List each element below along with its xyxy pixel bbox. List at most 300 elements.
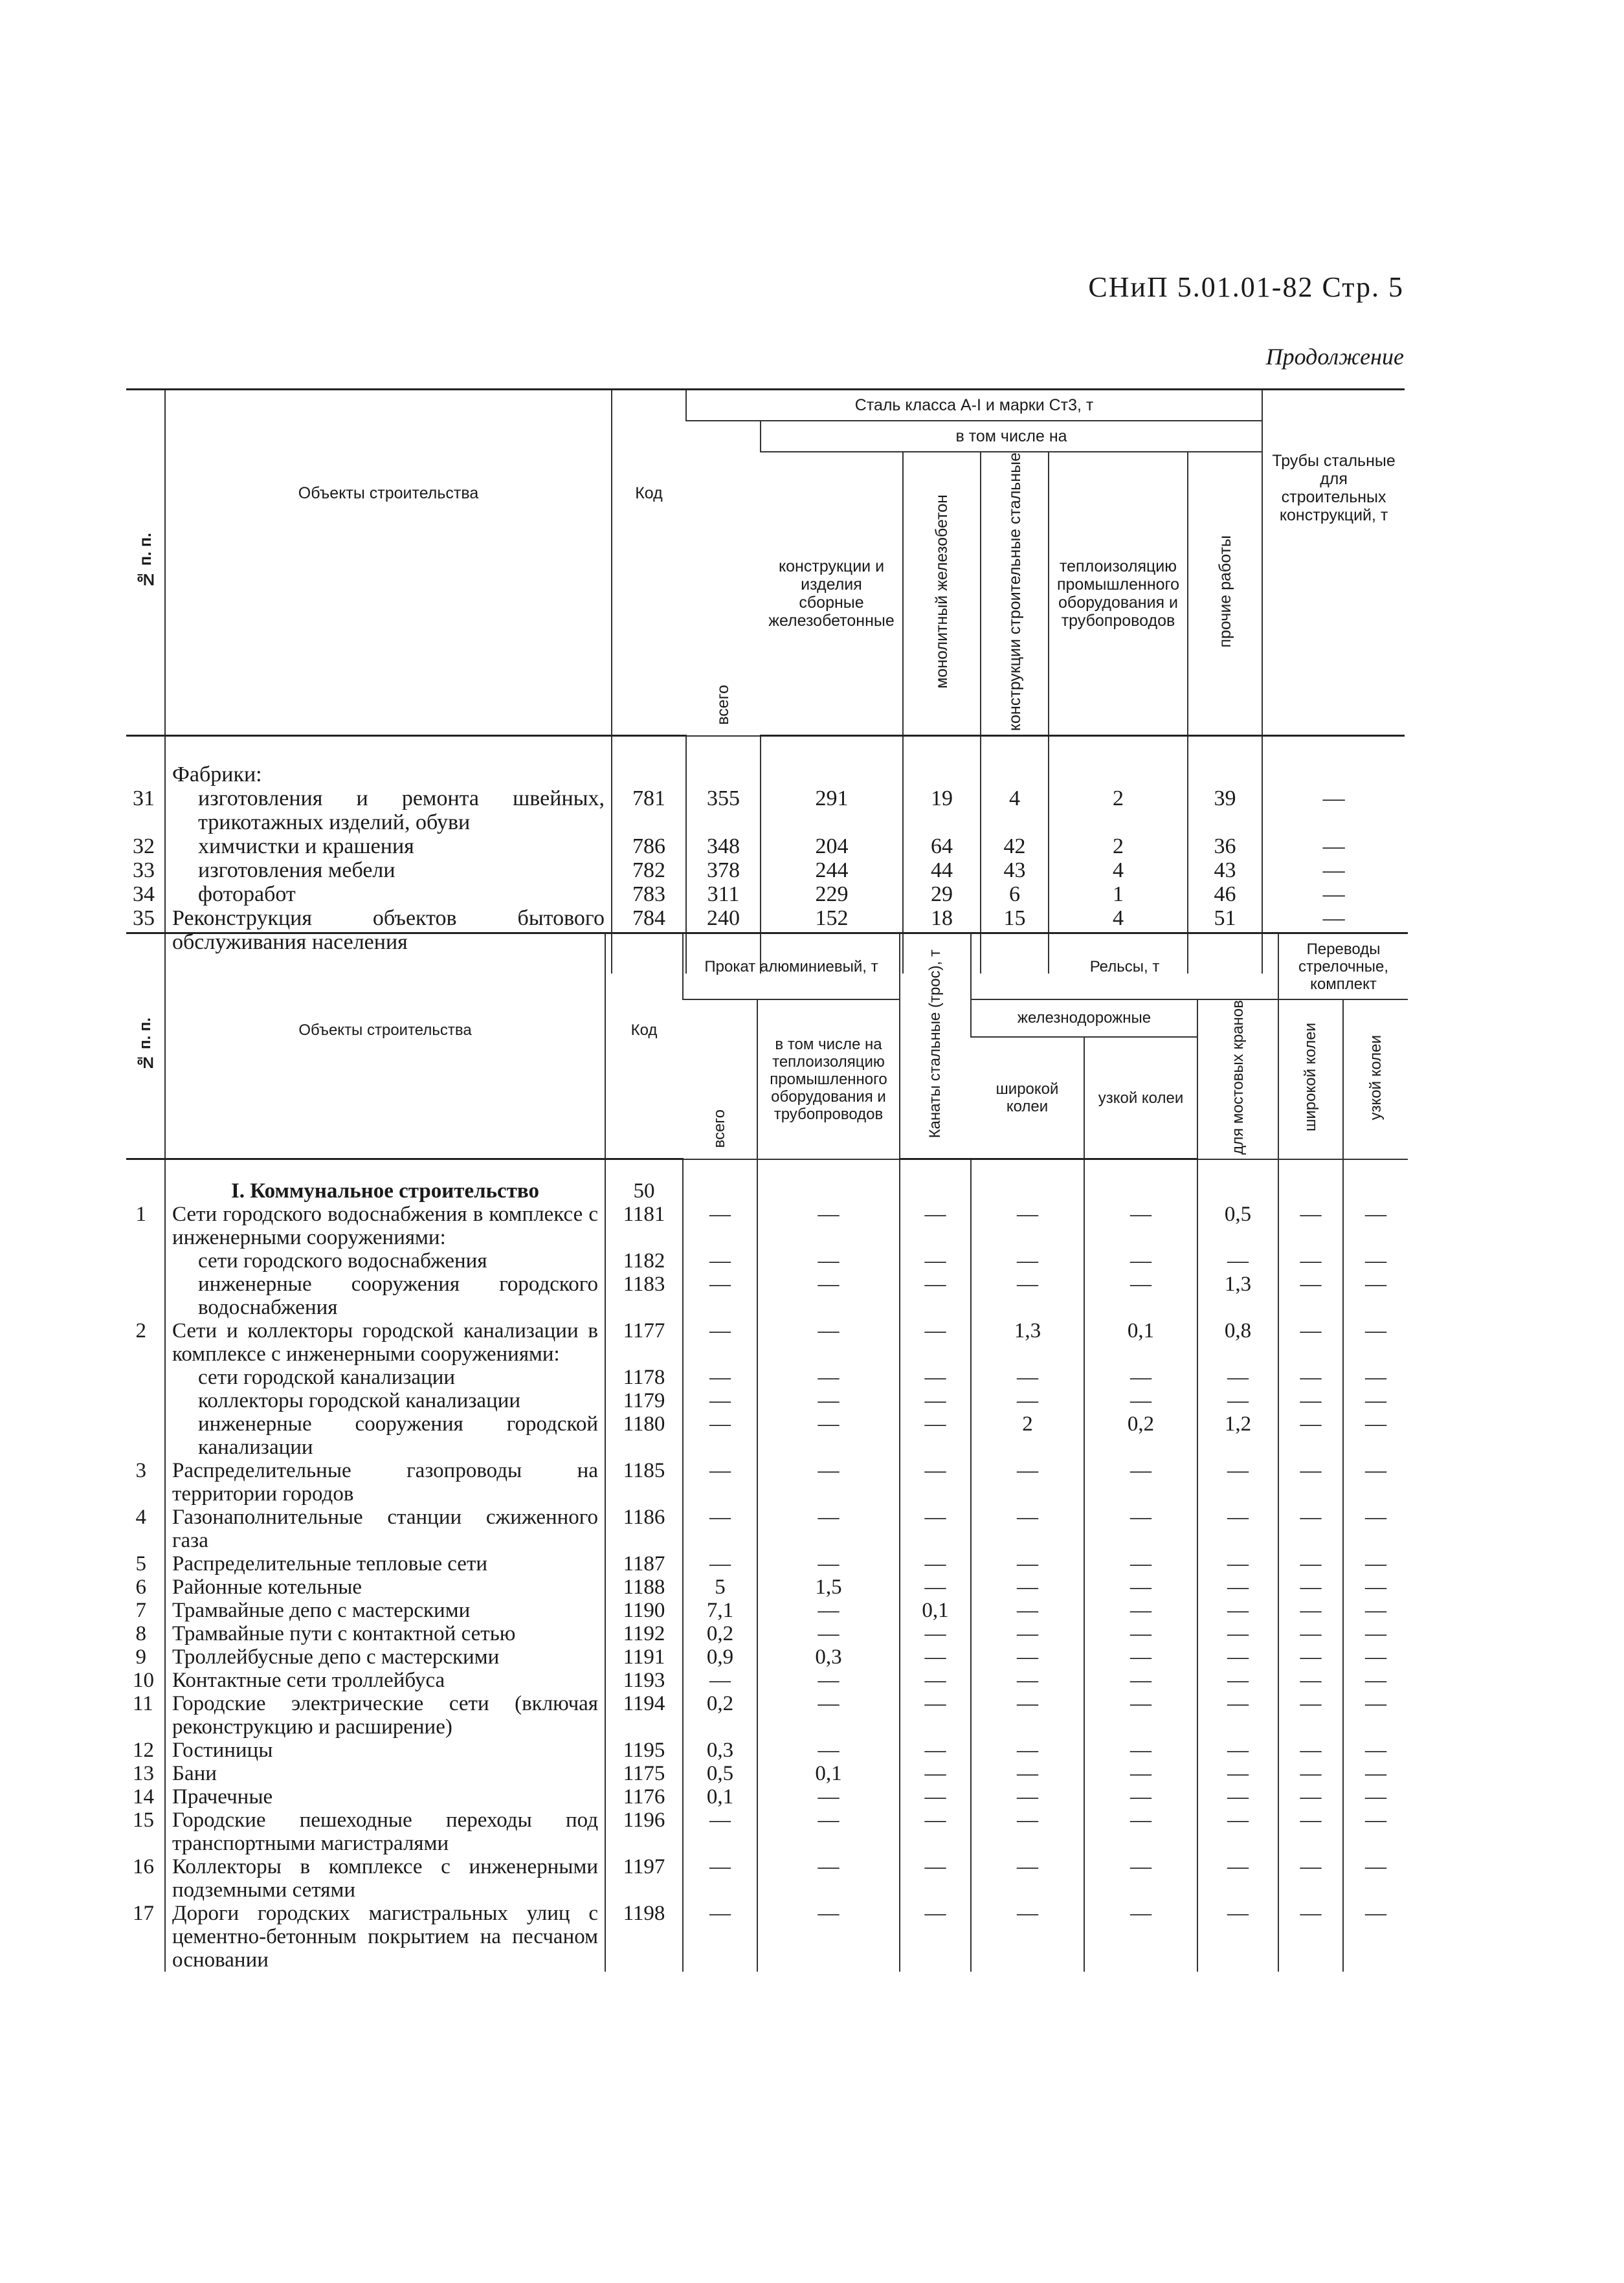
table-row — [126, 1645, 1408, 1669]
cell-switch-wide: — — [1278, 1645, 1343, 1669]
cell-rail-wide: 1,3 — [971, 1319, 1084, 1366]
cell-alum-insulation: — — [757, 1692, 900, 1739]
cell-alum-insulation: — — [757, 1366, 900, 1389]
object-name: изготовления и ремонта швейных, трикотажных изделий, обуви — [165, 786, 612, 834]
t2-col-objects-header: Объекты строительства — [165, 933, 605, 1159]
cell-ropes: — — [900, 1366, 971, 1389]
cell-switch-wide: — — [1278, 1389, 1343, 1412]
table-row — [126, 1762, 1408, 1785]
table-row — [126, 1599, 1408, 1622]
cell-switch-narrow: — — [1343, 1366, 1408, 1389]
cell-switch-narrow: — — [1343, 1902, 1408, 1972]
cell-alum-total: — — [683, 1552, 757, 1576]
cell-total: 355 — [686, 786, 761, 834]
cell-alum-total: — — [683, 1459, 757, 1506]
cell-alum-total: — — [683, 1506, 757, 1552]
cell-other: 51 — [1188, 906, 1262, 974]
cell-rail-narrow: 0,2 — [1084, 1412, 1197, 1459]
cell-alum-insulation: — — [757, 1552, 900, 1576]
cell-rail-crane: — — [1197, 1599, 1278, 1622]
cell-rail-narrow: — — [1084, 1855, 1197, 1902]
row-number: 9 — [135, 1645, 146, 1669]
cell-switch-narrow: — — [1343, 1809, 1408, 1855]
cell-switch-wide: — — [1278, 1576, 1343, 1599]
cell-switch-wide: — — [1278, 1203, 1343, 1249]
cell-ropes: — — [900, 1273, 971, 1319]
cell-switch-narrow: — — [1343, 1692, 1408, 1739]
cell-alum-total: — — [683, 1389, 757, 1412]
cell-precast: 204 — [761, 834, 903, 858]
row-number: 4 — [135, 1506, 146, 1530]
cell-rail-narrow: — — [1084, 1692, 1197, 1739]
cell-rail-crane: — — [1197, 1692, 1278, 1739]
cell-switch-wide: — — [1278, 1622, 1343, 1645]
cell-switch-wide: — — [1278, 1249, 1343, 1273]
cell-switch-narrow: — — [1343, 1599, 1408, 1622]
cell-alum-total: — — [683, 1366, 757, 1389]
row-number: 34 — [133, 882, 155, 907]
cell-rail-wide: — — [971, 1273, 1084, 1319]
cell-switch-wide: — — [1278, 1319, 1343, 1366]
cell-precast: 291 — [761, 786, 903, 834]
cell-code: 1196 — [605, 1809, 683, 1855]
cell-code: 1180 — [605, 1412, 683, 1459]
cell-switch-wide — [1278, 1159, 1343, 1203]
cell-alum-insulation: 1,5 — [757, 1576, 900, 1599]
cell-rail-narrow: — — [1084, 1389, 1197, 1412]
cell-switch-narrow: — — [1343, 1855, 1408, 1902]
cell-alum-total: — — [683, 1273, 757, 1319]
cell-switch-narrow: — — [1343, 1552, 1408, 1576]
table-row — [126, 1669, 1408, 1692]
cell-ropes: — — [900, 1552, 971, 1576]
object-name: изготовления мебели — [165, 858, 612, 882]
cell-switch-narrow: — — [1343, 1645, 1408, 1669]
object-name: Трамвайные депо с мастерскими — [165, 1599, 605, 1622]
cell-rail-narrow — [1084, 1159, 1197, 1203]
cell-rail-wide: — — [971, 1739, 1084, 1762]
cell-switch-narrow: — — [1343, 1203, 1408, 1249]
cell-alum-insulation: — — [757, 1855, 900, 1902]
object-name: химчистки и крашения — [165, 834, 612, 858]
steel-group-header: Сталь класса А-I и марки Ст3, т — [686, 390, 1262, 421]
table-row — [126, 882, 1405, 906]
object-name: Городские электрические сети (включая реконструкцию и расширение) — [165, 1692, 605, 1739]
other-header: прочие работы — [1188, 452, 1262, 736]
object-name: коллекторы городской канализации — [165, 1389, 605, 1412]
cell-other: 46 — [1188, 882, 1262, 906]
cell-code: 1186 — [605, 1506, 683, 1552]
cell-alum-insulation: — — [757, 1506, 900, 1552]
aluminium-rails-table — [126, 932, 1408, 1972]
cell-code: 1195 — [605, 1739, 683, 1762]
table-row — [126, 1273, 1408, 1319]
cell-rail-narrow: — — [1084, 1622, 1197, 1645]
t2-col-num-header: № п. п. — [126, 933, 165, 1159]
cell-mono: 29 — [903, 882, 981, 906]
object-name: Сети и коллекторы городской канализации в комплексе с инженерными сооружениями: — [165, 1319, 605, 1366]
cell-precast: 229 — [761, 882, 903, 906]
cell-pipes: — — [1262, 858, 1405, 882]
cell-alum-total: — — [683, 1412, 757, 1459]
cell-switch-narrow: — — [1343, 1319, 1408, 1366]
row-number: 15 — [133, 1809, 154, 1832]
cell-alum-total — [683, 1159, 757, 1203]
continuation-label: Продолжение — [1265, 344, 1404, 370]
col-code-header: Код — [612, 390, 686, 736]
cell-total: 348 — [686, 834, 761, 858]
cell-switch-narrow: — — [1343, 1785, 1408, 1809]
cell-rail-wide: — — [971, 1692, 1084, 1739]
row-number: 2 — [135, 1319, 146, 1343]
object-name: Распределительные тепловые сети — [165, 1552, 605, 1576]
cell-ropes: — — [900, 1785, 971, 1809]
cell-switch-narrow: — — [1343, 1459, 1408, 1506]
cell-precast: 244 — [761, 858, 903, 882]
cell-switch-wide: — — [1278, 1669, 1343, 1692]
cell-rail-wide: — — [971, 1622, 1084, 1645]
row-number: 14 — [133, 1785, 154, 1809]
cell-rail-crane: — — [1197, 1459, 1278, 1506]
cell-mono: 44 — [903, 858, 981, 882]
cell-alum-insulation: — — [757, 1599, 900, 1622]
object-name: инженерные сооружения городской канализации — [165, 1412, 605, 1459]
cell-ropes: — — [900, 1389, 971, 1412]
cell-ropes: — — [900, 1203, 971, 1249]
row-number: 16 — [133, 1855, 154, 1879]
cell-rail-crane: — — [1197, 1762, 1278, 1785]
cell-alum-insulation: — — [757, 1319, 900, 1366]
table-row — [126, 1389, 1408, 1412]
row-number — [126, 1412, 165, 1459]
cell-pipes: — — [1262, 834, 1405, 858]
monolithic-header: монолитный железобетон — [903, 452, 981, 736]
total-header: всего — [686, 421, 761, 736]
cell-alum-total: — — [683, 1203, 757, 1249]
cell-switch-wide: — — [1278, 1366, 1343, 1389]
object-name: Сети городского водоснабжения в комплексе с инженерными сооружениями: — [165, 1203, 605, 1249]
cell-rail-crane: 0,5 — [1197, 1203, 1278, 1249]
cell-rail-wide: — — [971, 1576, 1084, 1599]
cell-alum-insulation: — — [757, 1459, 900, 1506]
cell-rail-narrow: — — [1084, 1552, 1197, 1576]
cell-rail-wide: — — [971, 1249, 1084, 1273]
table-row — [126, 1366, 1408, 1389]
object-name: Коллекторы в комплексе с инженерными подземными сетями — [165, 1855, 605, 1902]
group-label: Фабрики: — [165, 736, 612, 787]
cell-switch-narrow: — — [1343, 1669, 1408, 1692]
cell-switch-narrow — [1343, 1159, 1408, 1203]
page-header: СНиП 5.01.01-82 Стр. 5 — [1088, 271, 1404, 303]
row-number: 32 — [133, 834, 155, 859]
cell-rail-wide: — — [971, 1809, 1084, 1855]
cell-code: 1177 — [605, 1319, 683, 1366]
cell-ropes: — — [900, 1506, 971, 1552]
object-name: Городские пешеходные переходы под транспортными магистралями — [165, 1809, 605, 1855]
object-name: сети городского водоснабжения — [165, 1249, 605, 1273]
row-number: 10 — [133, 1669, 154, 1693]
cell-code: 1178 — [605, 1366, 683, 1389]
cell-rail-narrow: — — [1084, 1249, 1197, 1273]
cell-switch-wide: — — [1278, 1902, 1343, 1972]
row-number — [126, 1159, 165, 1203]
table-row — [126, 1739, 1408, 1762]
object-name: Районные котельные — [165, 1576, 605, 1599]
cell-rail-narrow: — — [1084, 1459, 1197, 1506]
cell-alum-insulation: — — [757, 1389, 900, 1412]
cell-rail-wide: — — [971, 1855, 1084, 1902]
cell-switch-narrow: — — [1343, 1249, 1408, 1273]
cell-steel: 42 — [981, 834, 1049, 858]
cell-rail-wide: — — [971, 1506, 1084, 1552]
t2-col-code-header: Код — [605, 933, 683, 1159]
cell-ropes — [900, 1159, 971, 1203]
cell-code: 1175 — [605, 1762, 683, 1785]
cell-ropes: — — [900, 1576, 971, 1599]
cell-rail-crane: — — [1197, 1576, 1278, 1599]
cell-pipes: — — [1262, 882, 1405, 906]
steel-constr-header: конструкции строительные стальные — [981, 452, 1049, 736]
row-number: 1 — [135, 1203, 146, 1227]
cell-alum-total: 0,3 — [683, 1739, 757, 1762]
cell-alum-total: 5 — [683, 1576, 757, 1599]
insulation-header: теплоизоляцию промышленного оборудования и трубопроводов — [1049, 452, 1188, 736]
cell-rail-wide: — — [971, 1366, 1084, 1389]
table-row — [126, 1622, 1408, 1645]
row-number: 33 — [133, 858, 155, 883]
cell-alum-total: 0,9 — [683, 1645, 757, 1669]
object-name: инженерные сооружения городского водоснабжения — [165, 1273, 605, 1319]
cell-code: 1187 — [605, 1552, 683, 1576]
table-row — [126, 1855, 1408, 1902]
row-number: 3 — [135, 1459, 146, 1483]
cell-switch-narrow: — — [1343, 1622, 1408, 1645]
cell-mono: 19 — [903, 786, 981, 834]
row-number: 7 — [135, 1599, 146, 1623]
table-row — [126, 1902, 1408, 1972]
cell-rail-wide: — — [971, 1645, 1084, 1669]
section-row — [126, 1159, 1408, 1203]
row-number: 17 — [133, 1902, 154, 1926]
cell-ropes: — — [900, 1622, 971, 1645]
cell-switch-narrow: — — [1343, 1762, 1408, 1785]
table-row — [126, 1249, 1408, 1273]
table-row — [126, 1203, 1408, 1249]
table-row — [126, 1552, 1408, 1576]
cell-rail-crane: — — [1197, 1809, 1278, 1855]
cell-code: 1192 — [605, 1622, 683, 1645]
cell-rail-crane: — — [1197, 1739, 1278, 1762]
cell-switch-narrow: — — [1343, 1389, 1408, 1412]
sw-wide-header: широкой колеи — [1278, 999, 1343, 1159]
cell-code: 1182 — [605, 1249, 683, 1273]
switch-group-header: Переводы стрелочные, комплект — [1278, 933, 1408, 1000]
cell-ins: 2 — [1049, 834, 1188, 858]
cell-rail-wide — [971, 1159, 1084, 1203]
cell-rail-wide: — — [971, 1785, 1084, 1809]
cell-switch-wide: — — [1278, 1855, 1343, 1902]
table-row — [126, 1809, 1408, 1855]
cell-alum-total: 0,1 — [683, 1785, 757, 1809]
cell-ins: 4 — [1049, 906, 1188, 974]
cell-ropes: — — [900, 1249, 971, 1273]
cell-alum-insulation — [757, 1159, 900, 1203]
cell-alum-total: — — [683, 1902, 757, 1972]
cell-ins: 2 — [1049, 786, 1188, 834]
cell-total: 311 — [686, 882, 761, 906]
cell-code: 784 — [612, 906, 686, 974]
cell-code: 1176 — [605, 1785, 683, 1809]
cell-rail-crane: — — [1197, 1249, 1278, 1273]
cell-alum-insulation: — — [757, 1785, 900, 1809]
object-name: I. Коммунальное строительство — [165, 1159, 605, 1203]
cell-rail-narrow: — — [1084, 1902, 1197, 1972]
cell-rail-crane: 1,2 — [1197, 1412, 1278, 1459]
cell-rail-wide: — — [971, 1599, 1084, 1622]
alum-group-header: Прокат алюминиевый, т — [683, 933, 900, 1000]
object-name: Контактные сети троллейбуса — [165, 1669, 605, 1692]
object-name: Троллейбусные депо с мастерскими — [165, 1645, 605, 1669]
row-number: 35 — [133, 906, 155, 931]
cell-code: 1183 — [605, 1273, 683, 1319]
col-objects-header: Объекты строительства — [165, 390, 612, 736]
object-name: Дороги городских магистральных улиц с цементно-бетонным покрытием на песчаном основании — [165, 1902, 605, 1972]
cell-steel: 15 — [981, 906, 1049, 974]
cell-alum-total: 7,1 — [683, 1599, 757, 1622]
cell-alum-total: 0,5 — [683, 1762, 757, 1785]
row-number: 5 — [135, 1552, 146, 1576]
object-name: Распределительные газопроводы на территории городов — [165, 1459, 605, 1506]
cell-rail-crane: — — [1197, 1669, 1278, 1692]
cell-steel: 6 — [981, 882, 1049, 906]
cell-rail-crane: — — [1197, 1552, 1278, 1576]
cell-code: 1191 — [605, 1645, 683, 1669]
cell-rail-crane: 0,8 — [1197, 1319, 1278, 1366]
row-number: 11 — [133, 1692, 153, 1716]
table-row — [126, 834, 1405, 858]
cell-rail-narrow: — — [1084, 1645, 1197, 1669]
cell-rail-wide: — — [971, 1552, 1084, 1576]
cell-alum-insulation: — — [757, 1622, 900, 1645]
cell-rail-narrow: — — [1084, 1576, 1197, 1599]
cell-alum-insulation: 0,1 — [757, 1762, 900, 1785]
alum-total-header: всего — [683, 999, 757, 1159]
cell-rail-wide: 2 — [971, 1412, 1084, 1459]
cell-switch-wide: — — [1278, 1599, 1343, 1622]
cell-alum-insulation: — — [757, 1902, 900, 1972]
row-number — [126, 1366, 165, 1389]
cell-rail-narrow: — — [1084, 1762, 1197, 1785]
cell-rail-narrow: — — [1084, 1273, 1197, 1319]
row-number: 6 — [135, 1576, 146, 1599]
cell-ropes: — — [900, 1739, 971, 1762]
cell-rail-crane: — — [1197, 1855, 1278, 1902]
pipes-header: Трубы стальные для строительных конструкций, т — [1262, 390, 1405, 736]
cell-code: 1188 — [605, 1576, 683, 1599]
cell-rail-wide: — — [971, 1389, 1084, 1412]
table-row — [126, 858, 1405, 882]
cell-mono: 64 — [903, 834, 981, 858]
cell-alum-total: — — [683, 1249, 757, 1273]
cell-other: 39 — [1188, 786, 1262, 834]
cell-alum-insulation: — — [757, 1412, 900, 1459]
cell-alum-insulation: — — [757, 1249, 900, 1273]
precast-header: конструкции и изделия сборные железобетонные — [761, 452, 903, 736]
cell-steel: 4 — [981, 786, 1049, 834]
cell-pipes: — — [1262, 786, 1405, 834]
sw-narrow-header: узкой колеи — [1343, 999, 1408, 1159]
cell-switch-narrow: — — [1343, 1506, 1408, 1552]
cell-switch-wide: — — [1278, 1506, 1343, 1552]
cell-rail-crane: — — [1197, 1622, 1278, 1645]
cell-rail-crane: — — [1197, 1645, 1278, 1669]
cell-switch-narrow: — — [1343, 1273, 1408, 1319]
cell-code: 1193 — [605, 1669, 683, 1692]
cell-code: 782 — [612, 858, 686, 882]
cell-rail-wide: — — [971, 1669, 1084, 1692]
cell-rail-narrow: — — [1084, 1785, 1197, 1809]
row-number: 12 — [133, 1739, 154, 1763]
cell-rail-crane: — — [1197, 1366, 1278, 1389]
cell-ropes: 0,1 — [900, 1599, 971, 1622]
cell-switch-narrow: — — [1343, 1739, 1408, 1762]
cell-ropes: — — [900, 1669, 971, 1692]
cell-rail-crane: — — [1197, 1389, 1278, 1412]
cell-ropes: — — [900, 1412, 971, 1459]
cell-rail-crane: — — [1197, 1902, 1278, 1972]
table-row — [126, 1692, 1408, 1739]
table-row — [126, 1319, 1408, 1366]
ropes-header: Канаты стальные (трос), т — [900, 933, 971, 1159]
cell-rail-narrow: 0,1 — [1084, 1319, 1197, 1366]
cell-alum-insulation: — — [757, 1669, 900, 1692]
cell-ropes: — — [900, 1809, 971, 1855]
cell-switch-wide: — — [1278, 1762, 1343, 1785]
cell-code: 1198 — [605, 1902, 683, 1972]
rail-narrow-header: узкой колеи — [1084, 1037, 1197, 1159]
cell-steel: 43 — [981, 858, 1049, 882]
cell-switch-wide: — — [1278, 1785, 1343, 1809]
cell-alum-total: 0,2 — [683, 1622, 757, 1645]
cell-total: 240 — [686, 906, 761, 974]
steel-table — [126, 388, 1405, 974]
cell-mono: 18 — [903, 906, 981, 974]
row-number: 13 — [133, 1762, 154, 1786]
cell-alum-total: — — [683, 1855, 757, 1902]
cell-ropes: — — [900, 1855, 971, 1902]
object-name: сети городской канализации — [165, 1366, 605, 1389]
object-name: Гостиницы — [165, 1739, 605, 1762]
cell-rail-narrow: — — [1084, 1809, 1197, 1855]
object-name: Газонаполнительные станции сжиженного газа — [165, 1506, 605, 1552]
cell-other: 36 — [1188, 834, 1262, 858]
cell-alum-insulation: — — [757, 1203, 900, 1249]
cell-ropes: — — [900, 1645, 971, 1669]
cell-rail-narrow: — — [1084, 1739, 1197, 1762]
cell-switch-wide: — — [1278, 1692, 1343, 1739]
cell-rail-wide: — — [971, 1762, 1084, 1785]
row-number — [126, 1389, 165, 1412]
cell-rail-narrow: — — [1084, 1506, 1197, 1552]
cell-alum-total: 0,2 — [683, 1692, 757, 1739]
cell-code: 783 — [612, 882, 686, 906]
row-number — [126, 1273, 165, 1319]
cell-ropes: — — [900, 1902, 971, 1972]
row-number: 31 — [133, 786, 155, 811]
cell-switch-wide: — — [1278, 1412, 1343, 1459]
table-row — [126, 1576, 1408, 1599]
cell-rail-wide: — — [971, 1459, 1084, 1506]
